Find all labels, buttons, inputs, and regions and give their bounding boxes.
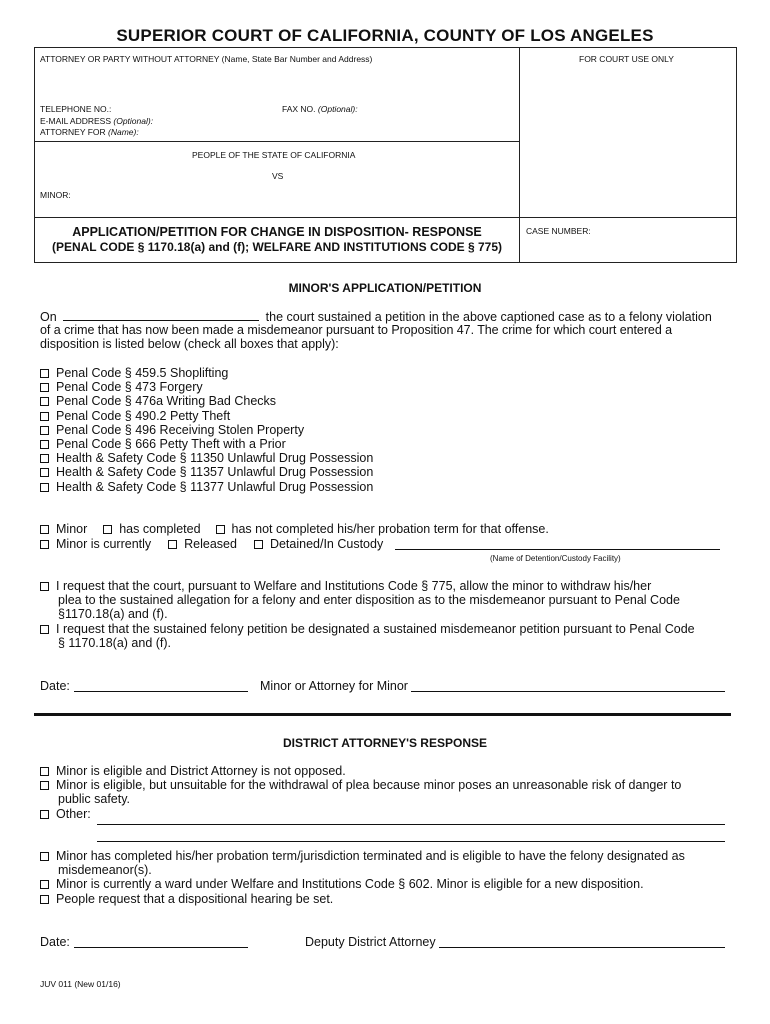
- da-opt4-line2: misdemeanor(s).: [58, 863, 152, 878]
- on-label: On: [40, 310, 57, 324]
- minor-currently-label: Minor is currently: [56, 537, 152, 551]
- attorney-for-text: ATTORNEY FOR: [40, 127, 109, 137]
- has-not-completed-label: has not completed his/her probation term for that offense.: [231, 522, 549, 536]
- offense-checkbox[interactable]: [40, 369, 49, 378]
- fax-optional: (Optional):: [317, 104, 358, 114]
- request1-checkbox[interactable]: [40, 582, 49, 591]
- detained-checkbox[interactable]: [254, 540, 263, 549]
- intro-line2: of a crime that has now been made a misdemeanor pursuant to Proposition 47. The crime for which court entered a: [40, 323, 673, 337]
- offense-list: [40, 366, 373, 494]
- offense-item: [40, 380, 373, 394]
- request2-checkbox[interactable]: [40, 625, 49, 634]
- people-label: PEOPLE OF THE STATE OF CALIFORNIA: [192, 150, 356, 160]
- intro-line3: disposition is listed below (check all boxes that apply):: [40, 337, 339, 351]
- email-optional: (Optional):: [113, 116, 154, 126]
- on-date-field[interactable]: [63, 309, 259, 321]
- has-completed-checkbox[interactable]: [103, 525, 112, 534]
- detained-label: Detained/In Custody: [269, 537, 384, 551]
- da-other-field-1[interactable]: [97, 824, 725, 825]
- form-title-line2: (PENAL CODE § 1170.18(a) and (f); WELFARE AND INSTITUTIONS CODE § 775): [51, 240, 503, 254]
- minor-date-label: Date:: [40, 679, 70, 693]
- caption-divider-title: [34, 217, 737, 218]
- offense-item: [40, 451, 373, 465]
- form-number: JUV 011 (New 01/16): [40, 979, 121, 989]
- offense-checkbox[interactable]: [40, 483, 49, 492]
- da-opt2-checkbox[interactable]: [40, 781, 49, 790]
- telephone-label: TELEPHONE NO.:: [40, 104, 112, 114]
- minor-status-row: [40, 522, 549, 536]
- da-date-field[interactable]: [74, 947, 248, 948]
- facility-name-field[interactable]: [395, 549, 720, 550]
- offense-label: Penal Code § 473 Forgery: [56, 380, 203, 395]
- da-section-title: DISTRICT ATTORNEY'S RESPONSE: [283, 736, 487, 750]
- offense-checkbox[interactable]: [40, 468, 49, 477]
- da-options-b: [40, 849, 730, 906]
- da-other-field-2[interactable]: [97, 841, 725, 842]
- da-opt2-label: Minor is eligible, but unsuitable for the withdrawal of plea because minor poses an unreasonable risk of danger to: [56, 778, 682, 793]
- has-completed-label: has completed: [119, 522, 201, 536]
- minor-custody-row: [40, 537, 383, 551]
- offense-item: [40, 366, 373, 380]
- request2: [40, 622, 730, 650]
- section-divider: [34, 713, 731, 716]
- facility-caption: (Name of Detention/Custody Facility): [490, 554, 621, 563]
- offense-item: [40, 423, 373, 437]
- minor-word: Minor: [56, 522, 88, 536]
- attorney-for-name: (Name):: [108, 127, 139, 137]
- released-label: Released: [184, 537, 237, 551]
- has-not-completed-checkbox[interactable]: [216, 525, 225, 534]
- offense-label: Penal Code § 666 Petty Theft with a Prior: [56, 437, 286, 452]
- intro-rest: the court sustained a petition in the above captioned case as to a felony violation: [265, 310, 712, 324]
- fax-label-text: FAX NO.: [282, 104, 318, 114]
- case-number-label: CASE NUMBER:: [526, 226, 591, 236]
- offense-item: [40, 480, 373, 494]
- da-opt2: [40, 778, 730, 792]
- da-opt6-label: People request that a dispositional hearing be set.: [56, 891, 334, 906]
- da-opt6-checkbox[interactable]: [40, 895, 49, 904]
- da-signature-label: Deputy District Attorney: [305, 935, 436, 949]
- minor-section-title: MINOR'S APPLICATION/PETITION: [288, 281, 482, 295]
- da-opt1-checkbox[interactable]: [40, 767, 49, 776]
- da-opt5-label: Minor is currently a ward under Welfare and Institutions Code § 602. Minor is eligible for a new disposition.: [56, 877, 644, 892]
- offense-checkbox[interactable]: [40, 383, 49, 392]
- email-label-text: E-MAIL ADDRESS: [40, 116, 114, 126]
- offense-item: [40, 409, 373, 423]
- offense-label: Health & Safety Code § 11357 Unlawful Drug Possession: [56, 465, 374, 480]
- minor-checkbox[interactable]: [40, 525, 49, 534]
- da-other-label: Other:: [56, 806, 91, 821]
- released-checkbox[interactable]: [168, 540, 177, 549]
- request1-text1: I request that the court, pursuant to Welfare and Institutions Code § 775, allow the minor to withdraw his/her: [56, 579, 652, 593]
- offense-item: [40, 437, 373, 451]
- attorney-label: ATTORNEY OR PARTY WITHOUT ATTORNEY (Name, State Bar Number and Address): [40, 54, 373, 64]
- fax-label: [282, 104, 358, 114]
- request1-line3: §1170.18(a) and (f).: [58, 607, 168, 622]
- da-opt1-label: Minor is eligible and District Attorney is not opposed.: [56, 764, 346, 778]
- attorney-for-label: [40, 127, 139, 137]
- court-title: SUPERIOR COURT OF CALIFORNIA, COUNTY OF LOS ANGELES: [116, 26, 654, 45]
- court-use-label: FOR COURT USE ONLY: [579, 54, 674, 64]
- email-label: [40, 116, 153, 126]
- da-other: [40, 807, 730, 821]
- offense-checkbox[interactable]: [40, 454, 49, 463]
- request1-line2: plea to the sustained allegation for a felony and enter disposition as to the misdemeanor pursuant to Penal Code: [58, 593, 680, 608]
- form-title-line1: APPLICATION/PETITION FOR CHANGE IN DISPOSITION- RESPONSE: [72, 225, 482, 239]
- minor-currently-checkbox[interactable]: [40, 540, 49, 549]
- request1: [40, 579, 730, 622]
- da-opt6: [40, 892, 730, 906]
- minor-caption-label: MINOR:: [40, 190, 71, 200]
- offense-label: Penal Code § 476a Writing Bad Checks: [56, 394, 277, 409]
- minor-signature-field[interactable]: [411, 691, 725, 692]
- offense-checkbox[interactable]: [40, 426, 49, 435]
- minor-signature-label: Minor or Attorney for Minor: [260, 679, 408, 693]
- offense-label: Penal Code § 490.2 Petty Theft: [56, 408, 231, 423]
- da-date-label: Date:: [40, 935, 70, 949]
- offense-label: Penal Code § 459.5 Shoplifting: [56, 366, 229, 380]
- da-options-a: [40, 764, 730, 821]
- da-opt4: [40, 849, 730, 863]
- vs-label: VS: [272, 171, 284, 181]
- offense-item: [40, 465, 373, 479]
- offense-checkbox[interactable]: [40, 397, 49, 406]
- offense-label: Health & Safety Code § 11377 Unlawful Drug Possession: [56, 479, 374, 494]
- request1-line1: [40, 579, 730, 593]
- da-opt5-checkbox[interactable]: [40, 880, 49, 889]
- offense-checkbox[interactable]: [40, 440, 49, 449]
- da-signature-field[interactable]: [439, 947, 725, 948]
- request2-line2: § 1170.18(a) and (f).: [58, 636, 172, 651]
- da-opt4-checkbox[interactable]: [40, 852, 49, 861]
- da-opt2-line2: public safety.: [58, 792, 131, 807]
- da-opt1: [40, 764, 730, 778]
- offense-label: Penal Code § 496 Receiving Stolen Property: [56, 422, 305, 437]
- offense-item: [40, 394, 373, 408]
- caption-divider-attorney: [34, 141, 520, 142]
- offense-label: Health & Safety Code § 11350 Unlawful Drug Possession: [56, 451, 374, 466]
- request2-line1: [40, 622, 730, 636]
- da-other-checkbox[interactable]: [40, 810, 49, 819]
- offense-checkbox[interactable]: [40, 412, 49, 421]
- da-opt4-label: Minor has completed his/her probation term/jurisdiction terminated and is eligible to have the felony designated as: [56, 849, 685, 863]
- request2-text1: I request that the sustained felony petition be designated a sustained misdemeanor petition pursuant to Penal Code: [56, 622, 695, 636]
- minor-date-field[interactable]: [74, 691, 248, 692]
- da-opt5: [40, 877, 730, 891]
